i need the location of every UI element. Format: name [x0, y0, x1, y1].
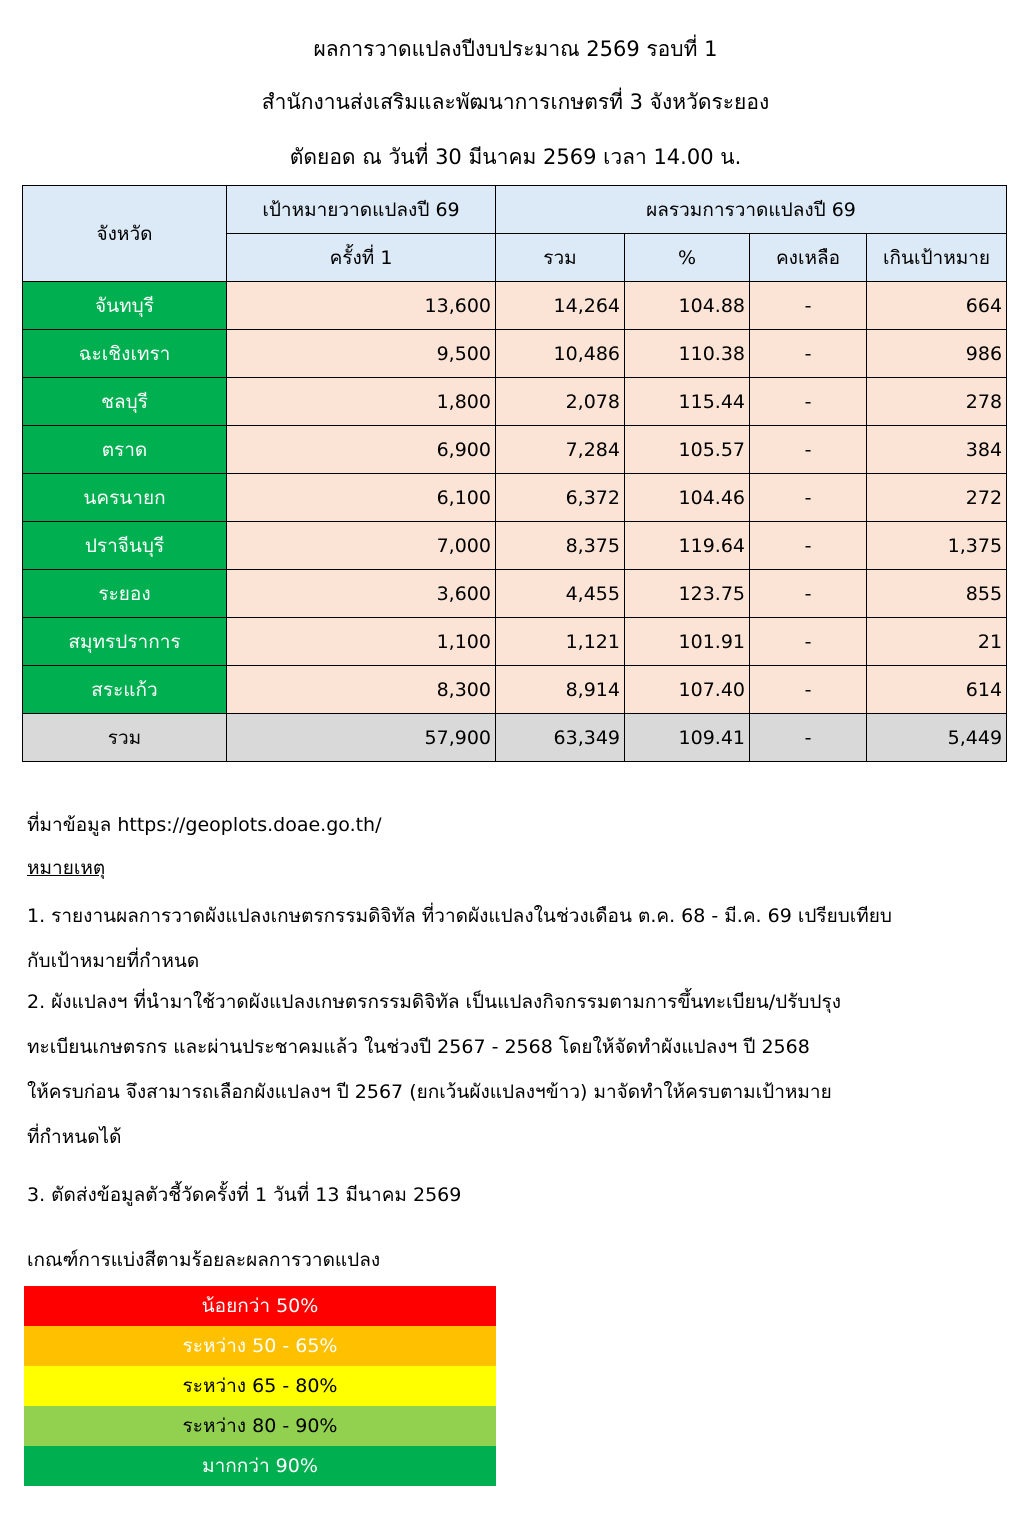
- total-value: 6,372: [496, 474, 625, 522]
- province-name: ปราจีนบุรี: [23, 522, 227, 570]
- exceed-value: 21: [867, 618, 1007, 666]
- table-row: [23, 282, 1007, 330]
- total-value: 7,284: [496, 426, 625, 474]
- table-row: [23, 474, 1007, 522]
- note-2-line-3: ให้ครบก่อน จึงสามารถเลือกผังแปลงฯ ปี 2567 (ยกเว้นผังแปลงฯข้าว) มาจัดทำให้ครบตามเป้าหมาย: [27, 1081, 832, 1103]
- legend-item-80-90: ระหว่าง 80 - 90%: [24, 1406, 496, 1446]
- plot-results-table: [22, 185, 1007, 762]
- total-remaining-value: -: [750, 714, 867, 762]
- exceed-value: 278: [867, 378, 1007, 426]
- total-exceed-value: 5,449: [867, 714, 1007, 762]
- office-title: สำนักงานส่งเสริมและพัฒนาการเกษตรที่ 3 จังหวัดระยอง: [261, 90, 770, 114]
- total-value: 14,264: [496, 282, 625, 330]
- cutoff-date: ตัดยอด ณ วันที่ 30 มีนาคม 2569 เวลา 14.00 น.: [289, 145, 742, 169]
- remaining-value: -: [750, 522, 867, 570]
- percent-value: 119.64: [625, 522, 750, 570]
- percent-value: 123.75: [625, 570, 750, 618]
- report-title: ผลการวาดแปลงปีงบประมาณ 2569 รอบที่ 1: [313, 37, 718, 61]
- table-row: [23, 666, 1007, 714]
- total-value: 4,455: [496, 570, 625, 618]
- remark-heading: หมายเหตุ: [27, 857, 106, 879]
- percent-value: 105.57: [625, 426, 750, 474]
- header-exceed: เกินเป้าหมาย: [867, 234, 1007, 282]
- total-row: [23, 714, 1007, 762]
- note-2-line-2: ทะเบียนเกษตรกร และผ่านประชาคมแล้ว ในช่วงปี 2567 - 2568 โดยให้จัดทำผังแปลงฯ ปี 2568: [27, 1036, 810, 1058]
- target-value: 1,100: [227, 618, 496, 666]
- note-2-line-4: ที่กำหนดได้: [27, 1126, 122, 1148]
- remaining-value: -: [750, 570, 867, 618]
- data-source: ที่มาข้อมูล https://geoplots.doae.go.th/: [27, 814, 382, 836]
- exceed-value: 664: [867, 282, 1007, 330]
- province-name: จันทบุรี: [23, 282, 227, 330]
- exceed-value: 855: [867, 570, 1007, 618]
- total-label: รวม: [23, 714, 227, 762]
- percent-value: 115.44: [625, 378, 750, 426]
- legend-item-above-90: มากกว่า 90%: [24, 1446, 496, 1486]
- color-legend: [24, 1286, 496, 1486]
- table-row: [23, 330, 1007, 378]
- header-target-round: ครั้งที่ 1: [227, 234, 496, 282]
- province-name: ระยอง: [23, 570, 227, 618]
- table-row: [23, 570, 1007, 618]
- target-value: 9,500: [227, 330, 496, 378]
- exceed-value: 986: [867, 330, 1007, 378]
- target-value: 6,900: [227, 426, 496, 474]
- target-value: 1,800: [227, 378, 496, 426]
- percent-value: 104.46: [625, 474, 750, 522]
- header-target-group: เป้าหมายวาดแปลงปี 69: [227, 186, 496, 234]
- total-target-value: 57,900: [227, 714, 496, 762]
- exceed-value: 1,375: [867, 522, 1007, 570]
- table-row: [23, 618, 1007, 666]
- total-value: 8,914: [496, 666, 625, 714]
- remaining-value: -: [750, 426, 867, 474]
- table-row: [23, 378, 1007, 426]
- note-1-line-2: กับเป้าหมายที่กำหนด: [27, 950, 200, 972]
- header-percent: %: [625, 234, 750, 282]
- percent-value: 107.40: [625, 666, 750, 714]
- total-value: 2,078: [496, 378, 625, 426]
- target-value: 6,100: [227, 474, 496, 522]
- total-value: 10,486: [496, 330, 625, 378]
- province-name: ตราด: [23, 426, 227, 474]
- header-result-group: ผลรวมการวาดแปลงปี 69: [496, 186, 1007, 234]
- exceed-value: 384: [867, 426, 1007, 474]
- province-name: สมุทรปราการ: [23, 618, 227, 666]
- table-row: [23, 426, 1007, 474]
- percent-value: 104.88: [625, 282, 750, 330]
- remaining-value: -: [750, 666, 867, 714]
- total-value: 8,375: [496, 522, 625, 570]
- percent-value: 101.91: [625, 618, 750, 666]
- target-value: 7,000: [227, 522, 496, 570]
- legend-item-below-50: น้อยกว่า 50%: [24, 1286, 496, 1326]
- province-name: ชลบุรี: [23, 378, 227, 426]
- header-remaining: คงเหลือ: [750, 234, 867, 282]
- header-total: รวม: [496, 234, 625, 282]
- province-name: สระแก้ว: [23, 666, 227, 714]
- target-value: 8,300: [227, 666, 496, 714]
- remaining-value: -: [750, 618, 867, 666]
- remaining-value: -: [750, 282, 867, 330]
- target-value: 3,600: [227, 570, 496, 618]
- province-name: ฉะเชิงเทรา: [23, 330, 227, 378]
- legend-item-65-80: ระหว่าง 65 - 80%: [24, 1366, 496, 1406]
- total-percent-value: 109.41: [625, 714, 750, 762]
- remaining-value: -: [750, 330, 867, 378]
- note-2-line-1: 2. ผังแปลงฯ ที่นำมาใช้วาดผังแปลงเกษตรกรรมดิจิทัล เป็นแปลงกิจกรรมตามการขึ้นทะเบียน/ปรับปรุง: [27, 991, 841, 1013]
- total-value: 1,121: [496, 618, 625, 666]
- province-name: นครนายก: [23, 474, 227, 522]
- note-3: 3. ตัดส่งข้อมูลตัวชี้วัดครั้งที่ 1 วันที่ 13 มีนาคม 2569: [27, 1184, 462, 1206]
- remaining-value: -: [750, 378, 867, 426]
- legend-title: เกณฑ์การแบ่งสีตามร้อยละผลการวาดแปลง: [27, 1249, 381, 1271]
- exceed-value: 614: [867, 666, 1007, 714]
- total-sum-value: 63,349: [496, 714, 625, 762]
- target-value: 13,600: [227, 282, 496, 330]
- header-province: จังหวัด: [23, 186, 227, 282]
- legend-item-50-65: ระหว่าง 50 - 65%: [24, 1326, 496, 1366]
- exceed-value: 272: [867, 474, 1007, 522]
- remaining-value: -: [750, 474, 867, 522]
- table-row: [23, 522, 1007, 570]
- note-1-line-1: 1. รายงานผลการวาดผังแปลงเกษตรกรรมดิจิทัล ที่วาดผังแปลงในช่วงเดือน ต.ค. 68 - มี.ค. 69 เปรียบเทียบ: [27, 905, 892, 927]
- percent-value: 110.38: [625, 330, 750, 378]
